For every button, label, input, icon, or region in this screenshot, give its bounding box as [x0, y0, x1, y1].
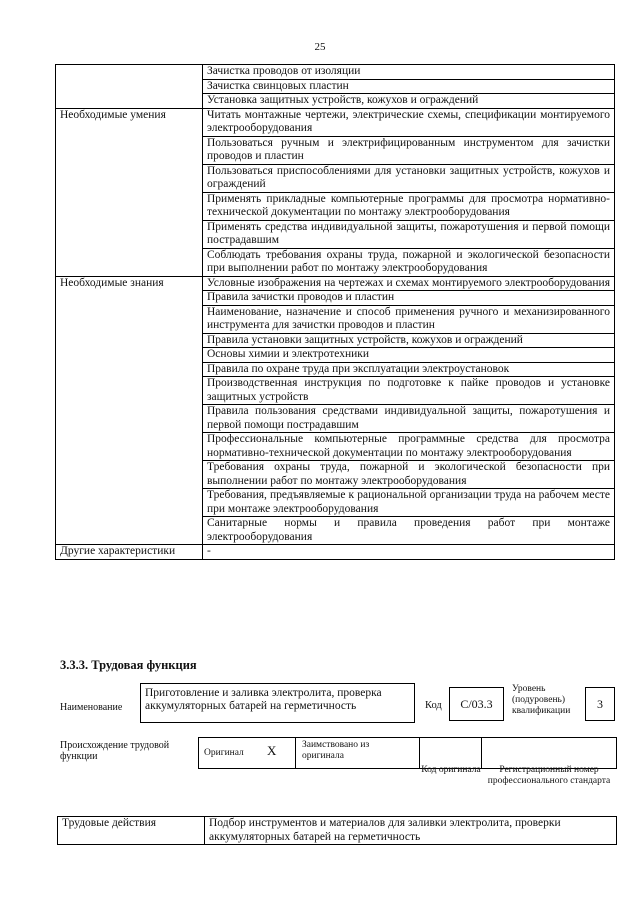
row-item: Подбор инструментов и материалов для заливки электролита, проверки аккумуляторных батарей на герметичность [205, 817, 617, 845]
function-name-box [140, 683, 415, 723]
reg-caption: Регистрационный номер профессионального стандарта [487, 765, 611, 786]
row-label: Необходимые умения [56, 108, 203, 276]
row-item: Профессиональные компьютерные программные средства для просмотра нормативно-технической документации по монтажу электрооборудования [203, 433, 615, 461]
row-item: Соблюдать требования охраны труда, пожарной и экологической безопасности при выполнении работ по монтажу электрооборудования [203, 248, 615, 276]
original-cell [198, 737, 296, 769]
name-label: Наименование [60, 702, 123, 713]
borrowed-label: Заимствовано из оригинала [302, 740, 370, 761]
row-item: Требования, предъявляемые к рациональной организации труда на рабочем месте при монтаже электрооборудования [203, 489, 615, 517]
row-item: Условные изображения на чертежах и схемах монтируемого электрооборудования [203, 276, 615, 291]
row-item: Требования охраны труда, пожарной и экологической безопасности при выполнении работ по монтажу электрооборудования [203, 461, 615, 489]
skills-table [55, 64, 615, 560]
row-item: Основы химии и электротехники [203, 348, 615, 363]
actions-table [57, 816, 617, 845]
row-item: Зачистка свинцовых пластин [203, 79, 615, 94]
origin-label: Происхождение трудовой функции [60, 740, 170, 762]
level-value-box [585, 687, 615, 721]
code-label: Код [425, 700, 442, 711]
table-row [56, 545, 615, 560]
row-item: Правила по охране труда при эксплуатации электроустановок [203, 362, 615, 377]
table-row [56, 65, 615, 80]
page-number: 25 [314, 41, 326, 53]
row-item: Применять прикладные компьютерные программы для просмотра нормативно-технической документации по монтажу электрооборудования [203, 192, 615, 220]
row-item: Наименование, назначение и способ применения ручного и механизированного инструмента для зачистки проводов и пластин [203, 305, 615, 333]
code-value-box [449, 687, 504, 721]
row-item: Применять средства индивидуальной защиты, пожаротушения и первой помощи пострадавшим [203, 220, 615, 248]
table-row [56, 108, 615, 136]
row-item: Зачистка проводов от изоляции [203, 65, 615, 80]
section-title: 3.3.3. Трудовая функция [60, 658, 197, 672]
code-caption: Код оригинала [421, 765, 481, 775]
row-item: Правила пользования средствами индивидуальной защиты, пожаротушения и первой помощи пострадавшим [203, 405, 615, 433]
row-item: - [203, 545, 615, 560]
original-mark: X [267, 743, 277, 758]
row-item: Читать монтажные чертежи, электрические схемы, спецификации монтируемого электрооборудования [203, 108, 615, 136]
row-item: Установка защитных устройств, кожухов и ограждений [203, 94, 615, 109]
row-item: Пользоваться ручным и электрифицированным инструментом для зачистки проводов и пластин [203, 136, 615, 164]
code-value: C/03.3 [460, 697, 493, 711]
row-item: Санитарные нормы и правила проведения работ при монтаже электрооборудования [203, 517, 615, 545]
table-row [58, 817, 617, 845]
level-label: Уровень (подуровень) квалификации [512, 684, 571, 716]
level-value: 3 [597, 697, 603, 711]
row-item: Пользоваться приспособлениями для установки защитных устройств, кожухов и ограждений [203, 164, 615, 192]
row-label: Необходимые знания [56, 276, 203, 545]
row-label [56, 65, 203, 109]
original-label: Оригинал [204, 748, 244, 758]
borrowed-cell [295, 737, 420, 769]
function-name-value: Приготовление и заливка электролита, проверка аккумуляторных батарей на герметичность [145, 687, 382, 712]
row-label: Другие характеристики [56, 545, 203, 560]
row-item: Правила установки защитных устройств, кожухов и ограждений [203, 333, 615, 348]
table-row [56, 276, 615, 291]
row-item: Правила зачистки проводов и пластин [203, 291, 615, 306]
row-item: Производственная инструкция по подготовке к пайке проводов и установке защитных устройств [203, 377, 615, 405]
row-label: Трудовые действия [58, 817, 205, 845]
